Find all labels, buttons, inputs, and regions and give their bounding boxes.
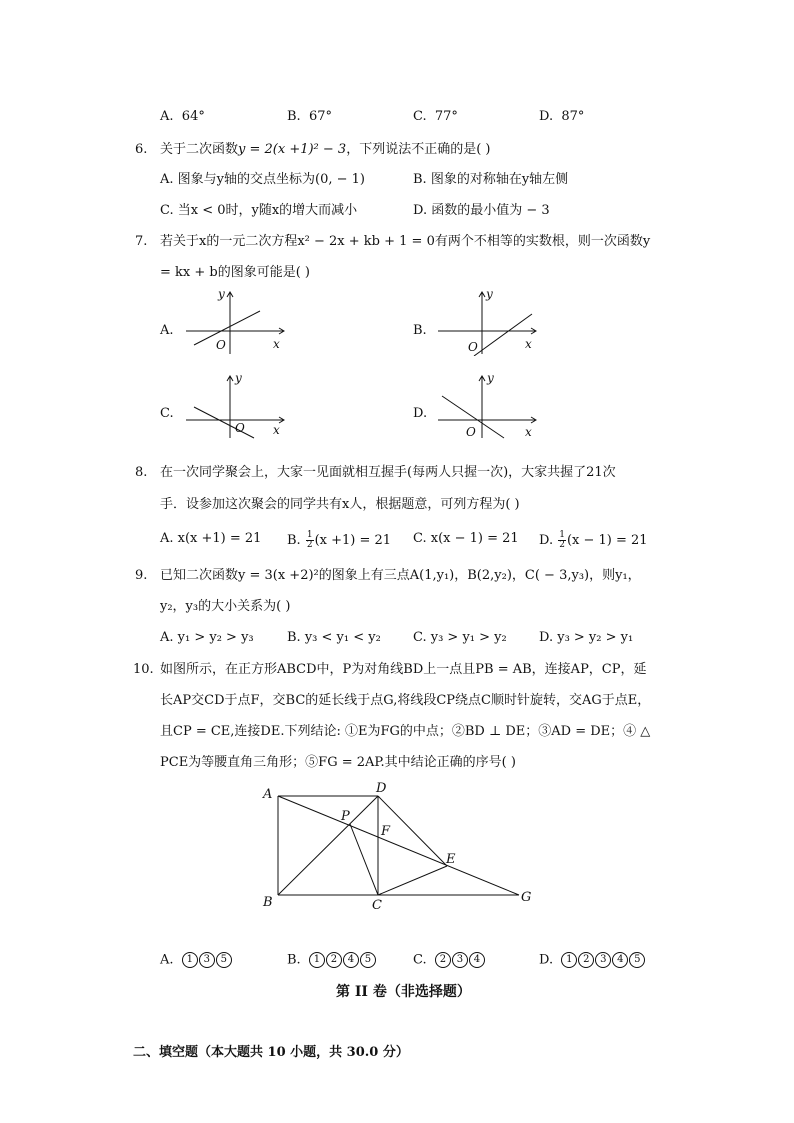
q7-line1: 若关于x的一元二次方程x² − 2x + kb + 1 = 0有两个不相等的实数根，则一次函数y: [160, 234, 651, 249]
origin-label: O: [468, 340, 478, 354]
line-ag: [278, 796, 519, 895]
q10-line3: 且CP = CE,连接DE.下列结论: ①E为FG的中点；②BD ⊥ DE；③AD = DE；④ △: [160, 724, 651, 739]
y-label: y: [235, 371, 242, 385]
q8-option-d: D. $\frac{1}{2}$ (x − 1) = 21: [539, 530, 648, 550]
q7-graph-b-label: B.: [413, 323, 427, 338]
y-label: y: [218, 287, 225, 301]
q10-option-d: D. 1 2 3 4 5: [539, 952, 646, 969]
q5-option-b: B. 67°: [287, 109, 332, 124]
point-d: D: [376, 781, 387, 796]
function-line: [474, 314, 532, 356]
q7-graph-c-label: C.: [160, 406, 174, 421]
origin-label: O: [216, 338, 226, 352]
q8-line2: 手．设参加这次聚会的同学共有x人，根据题意，可列方程为( ): [160, 497, 520, 512]
fraction: $\frac{1}{2}$: [306, 530, 313, 550]
q10-line2: 长AP交CD于点F，交BC的延长线于点G,将线段CP绕点C顺时针旋转，交AG于点E，: [160, 693, 651, 708]
q7-graph-d: [432, 370, 547, 440]
q9-line2: y₂，y₃的大小关系为( ): [160, 599, 291, 614]
q6-stem: 关于二次函数y = 2(x +1)² − 3，下列说法不正确的是( ): [160, 142, 491, 157]
part2-title: 第 II 卷（非选择题）: [336, 984, 471, 1000]
q8-line1: 在一次同学聚会上，大家一见面就相互握手(每两人只握一次)，大家共握了21次: [160, 465, 616, 480]
q8-number: 8.: [135, 465, 148, 480]
point-b: B: [263, 895, 273, 910]
q7-number: 7.: [135, 234, 148, 249]
segment-ce: [378, 866, 447, 895]
q6-option-c: C. 当x < 0时，y随x的增大而减小: [160, 203, 358, 218]
q9-number: 9.: [135, 568, 148, 583]
q8-option-b: B. $\frac{1}{2}$ (x +1) = 21: [287, 530, 392, 550]
y-label: y: [487, 371, 494, 385]
x-label: x: [525, 337, 532, 351]
q6-option-d: D. 函数的最小值为 − 3: [413, 203, 550, 218]
q10-option-c: C. 2 3 4: [413, 952, 486, 969]
q9-option-a: A. y₁ > y₂ > y₃: [160, 630, 254, 645]
q9-option-d: D. y₃ > y₂ > y₁: [539, 630, 634, 645]
point-a: A: [263, 787, 273, 802]
q10-geometry-figure: [255, 778, 545, 913]
q10-number: 10.: [133, 662, 154, 677]
diagonal-bd: [278, 796, 378, 895]
q7-graph-c: [180, 370, 295, 440]
point-e: E: [446, 852, 456, 867]
q9-option-c: C. y₃ > y₁ > y₂: [413, 630, 507, 645]
q10-option-b: B. 1 2 4 5: [287, 952, 377, 969]
fraction: $\frac{1}{2}$: [559, 530, 565, 550]
fill-in-section-heading: 二、填空题（本大题共 10 小题，共 30.0 分）: [133, 1045, 409, 1060]
point-f: F: [381, 824, 391, 839]
q10-option-a: A. 1 3 5: [160, 952, 233, 969]
q5-option-a: A. 64°: [160, 109, 205, 124]
point-p: P: [341, 809, 350, 824]
function-line: [194, 407, 254, 438]
x-label: x: [273, 423, 280, 437]
point-c: C: [372, 898, 382, 913]
q8-option-c: C. x(x − 1) = 21: [413, 531, 519, 546]
q9-option-b: B. y₃ < y₁ < y₂: [287, 630, 381, 645]
q8-option-a: A. x(x +1) = 21: [160, 531, 262, 546]
origin-label: O: [235, 421, 245, 435]
q5-option-c: C. 77°: [413, 109, 458, 124]
point-g: G: [521, 890, 532, 905]
q7-graph-d-label: D.: [413, 406, 428, 421]
origin-label: O: [466, 425, 476, 439]
x-label: x: [273, 337, 280, 351]
q5-option-d: D. 87°: [539, 109, 585, 124]
q7-line2: = kx + b的图象可能是( ): [160, 265, 310, 280]
q7-graph-a-label: A.: [160, 323, 174, 338]
q10-line1: 如图所示，在正方形ABCD中，P为对角线BD上一点且PB = AB，连接AP，CP，延: [160, 662, 647, 677]
segment-pc: [350, 824, 378, 895]
q6-option-a: A. 图象与y轴的交点坐标为(0, − 1): [160, 172, 365, 187]
q10-line4: PCE为等腰直角三角形；⑤FG = 2AP.其中结论正确的序号( ): [160, 755, 516, 770]
q6-option-b: B. 图象的对称轴在y轴左侧: [413, 172, 569, 187]
q9-line1: 已知二次函数y = 3(x +2)²的图象上有三点A(1,y₁)，B(2,y₂)，C( − 3,y₃)，则y₁，: [160, 568, 641, 583]
q6-number: 6.: [135, 142, 148, 157]
x-label: x: [525, 425, 532, 439]
q7-graph-a: [180, 286, 295, 356]
function-line: [194, 311, 260, 345]
y-label: y: [486, 287, 493, 301]
q7-graph-b: [432, 286, 547, 356]
